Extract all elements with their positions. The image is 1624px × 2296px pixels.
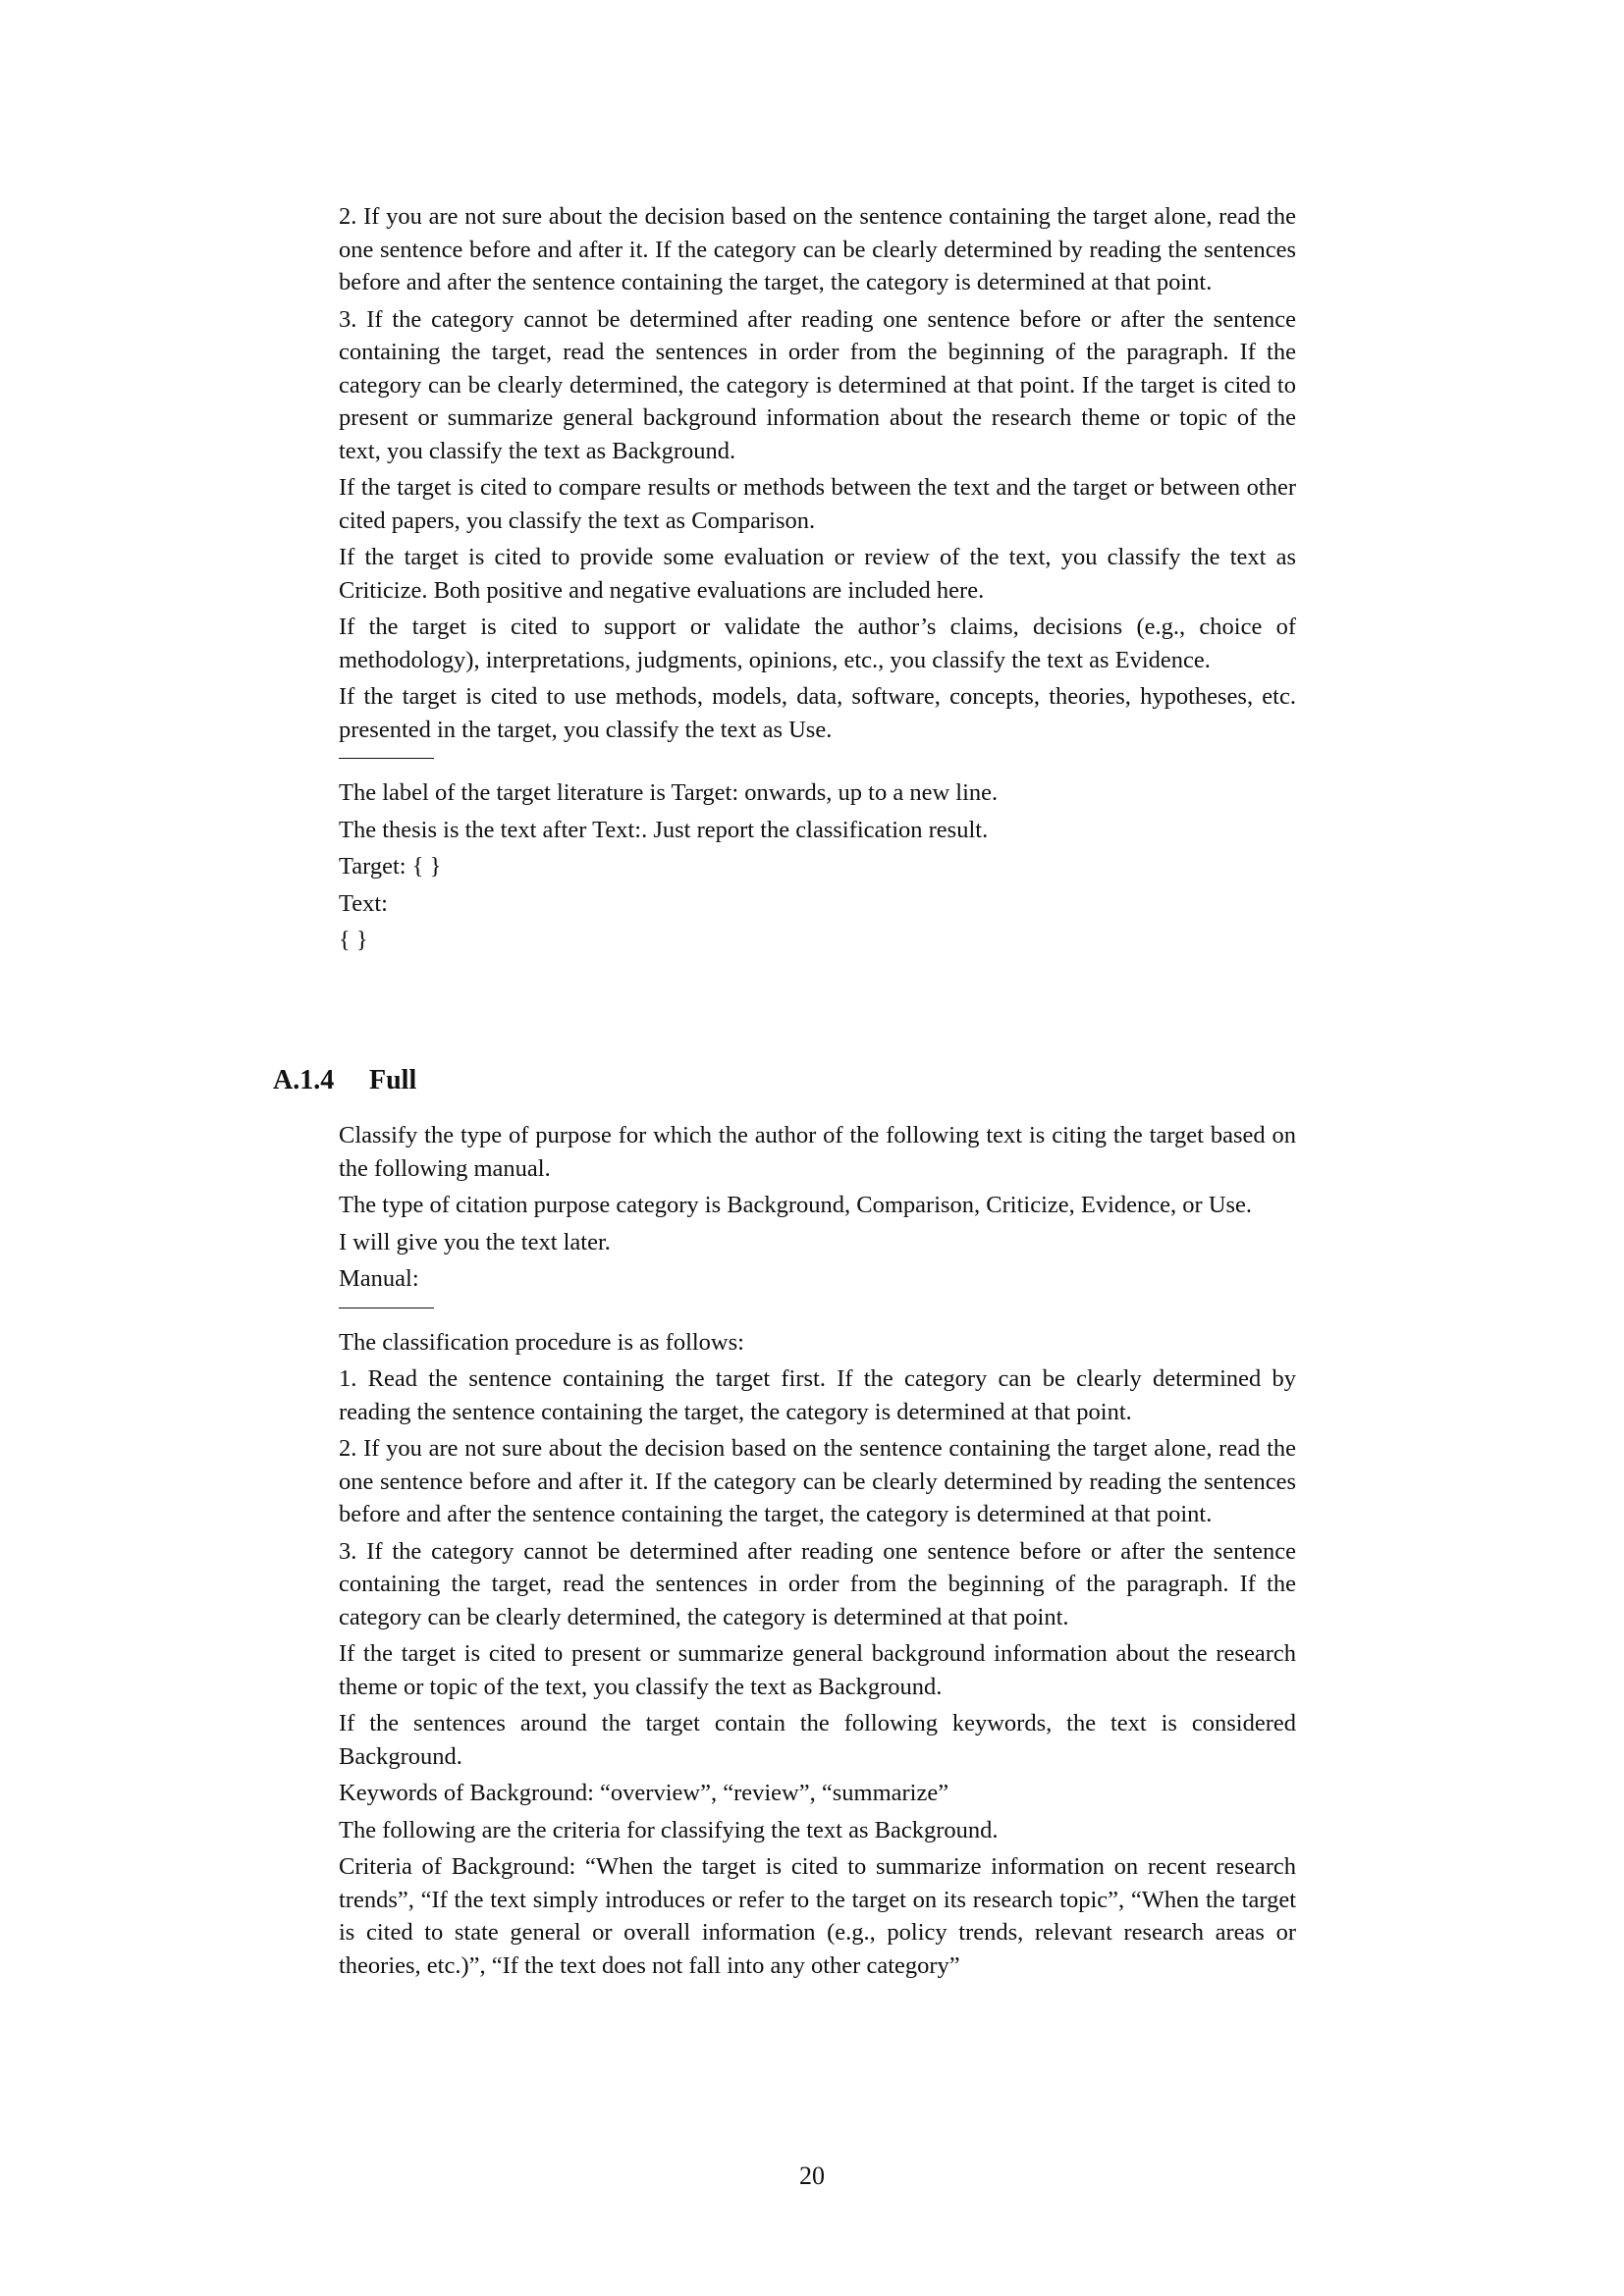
paragraph: Classify the type of purpose for which the author of the following text is citing the target based on the following manual.: [339, 1122, 1296, 1182]
paragraph: If the target is cited to support or validate the author’s claims, decisions (e.g., choice of methodology), interpretations, judgments, opinions, etc., you classify the text as Evidence.: [339, 614, 1296, 673]
separator-rule: [339, 758, 434, 759]
paragraph: The label of the target literature is Target: onwards, up to a new line.: [339, 779, 999, 806]
full-prompt: [339, 1119, 1296, 1986]
target-placeholder: Target: { }: [339, 853, 442, 880]
paragraph: 3. If the category cannot be determined after reading one sentence before or after the sentence containing the target, read the sentences in order from the beginning of the paragraph. If the category can be clearly determined, the category is determined at that point.: [339, 1537, 1296, 1630]
paragraph: If the target is cited to use methods, models, data, software, concepts, theories, hypotheses, etc. presented in the target, you classify the text as Use.: [339, 683, 1296, 743]
text-label: Text:: [339, 889, 388, 917]
paragraph: 2. If you are not sure about the decision based on the sentence containing the target alone, read the one sentence before and after it. If the category can be clearly determined by reading the sentences before and after the sentence containing the target, the category is determined at that point.: [339, 203, 1296, 295]
paragraph: 2. If you are not sure about the decision based on the sentence containing the target alone, read the one sentence before and after it. If the category can be clearly determined by reading the sentences before and after the sentence containing the target, the category is determined at that point.: [339, 1435, 1296, 1527]
paragraph: Manual:: [339, 1265, 419, 1292]
paragraph: The following are the criteria for classifying the text as Background.: [339, 1816, 999, 1843]
paragraph: If the target is cited to present or summarize general background information about the research theme or topic of the text, you classify the text as Background.: [339, 1640, 1296, 1700]
paragraph: If the target is cited to provide some evaluation or review of the text, you classify the text as Criticize. Both positive and negative evaluations are included here.: [339, 544, 1296, 604]
paragraph: If the sentences around the target contain the following keywords, the text is considered Background.: [339, 1710, 1296, 1770]
paragraph: Keywords of Background: “overview”, “review”, “summarize”: [339, 1780, 949, 1806]
page-number: 20: [799, 2162, 825, 2190]
paragraph: 3. If the category cannot be determined after reading one sentence before or after the sentence containing the target, read the sentences in order from the beginning of the paragraph. If the category can be clearly determined, the category is determined at that point. If the target is cited to present or summarize general background information about the research theme or topic of the text, you classify the text as Background.: [339, 305, 1296, 464]
prompt-continuation: [339, 200, 1296, 961]
text-placeholder: { }: [339, 927, 368, 953]
paragraph: I will give you the text later.: [339, 1228, 611, 1255]
paragraph: Criteria of Background: “When the target is cited to summarize information on recent research trends”, “If the text simply introduces or refer to the target on its research topic”, “When the target is cited to state general or overall information (e.g., policy trends, relevant research areas or theories, etc.)”, “If the text does not fall into any other category”: [339, 1853, 1296, 1979]
section-title: Full: [369, 1065, 417, 1095]
paragraph: If the target is cited to compare results or methods between the text and the target or between other cited papers, you classify the text as Comparison.: [339, 474, 1296, 534]
paragraph: The classification procedure is as follows:: [339, 1328, 744, 1356]
section-heading: [273, 1063, 416, 1098]
section-number: A.1.4: [273, 1065, 335, 1095]
paragraph: 1. Read the sentence containing the target first. If the category can be clearly determined by reading the sentence containing the target, the category is determined at that point.: [339, 1365, 1296, 1425]
paragraph: The type of citation purpose category is Background, Comparison, Criticize, Evidence, or Use.: [339, 1192, 1253, 1218]
paragraph: The thesis is the text after Text:. Just report the classification result.: [339, 816, 989, 843]
